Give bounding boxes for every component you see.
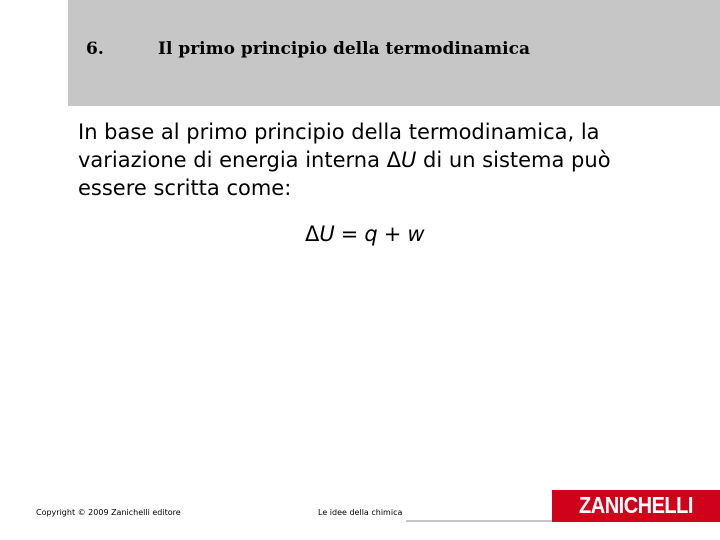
- slide-number: 6.: [86, 39, 104, 59]
- internal-energy-symbol: U: [401, 148, 417, 172]
- first-law-formula: [305, 220, 425, 248]
- body-line-2-start: variazione di energia interna Δ: [78, 148, 401, 172]
- formula-equals: =: [340, 222, 359, 246]
- zanichelli-logo: [552, 490, 720, 522]
- footer-book-title: Le idee della chimica: [318, 508, 403, 517]
- body-line-3: essere scritta come:: [78, 176, 292, 200]
- body-line-1: In base al primo principio della termodinamica, la: [78, 120, 600, 144]
- formula-plus: +: [383, 222, 402, 246]
- formula-w: w: [407, 222, 425, 246]
- slide-title: Il primo principio della termodinamica: [158, 39, 530, 59]
- formula-delta: Δ: [305, 222, 320, 246]
- footer-divider: [406, 520, 552, 522]
- body-paragraph: [78, 118, 708, 202]
- body-line-2-end: di un sistema può: [416, 148, 611, 172]
- body-line-2: [78, 146, 708, 174]
- footer-copyright: Copyright © 2009 Zanichelli editore: [36, 508, 181, 517]
- formula-q: q: [364, 222, 378, 246]
- logo-text: ZANICHELLI: [579, 492, 693, 519]
- formula-u: U: [319, 222, 335, 246]
